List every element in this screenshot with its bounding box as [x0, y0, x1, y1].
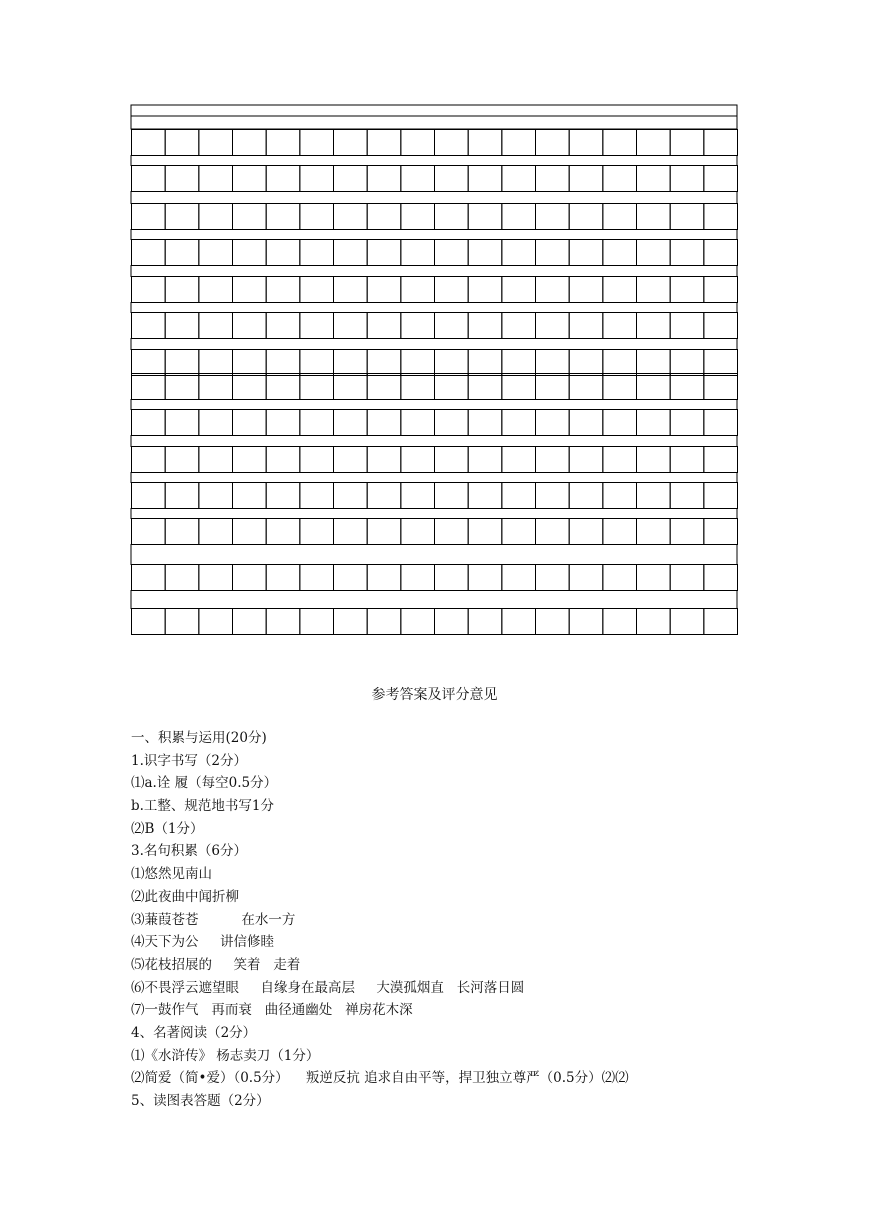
- grid-cell: [704, 447, 738, 473]
- grid-cell: [132, 565, 166, 591]
- grid-cell: [300, 350, 334, 376]
- grid-cell: [266, 350, 300, 376]
- grid-cell: [704, 240, 738, 266]
- grid-cell: [266, 130, 300, 156]
- grid-cell: [367, 519, 401, 545]
- grid-cell: [536, 204, 570, 230]
- grid-cell: [435, 277, 469, 303]
- grid-cell: [165, 166, 199, 192]
- grid-cell: [435, 166, 469, 192]
- grid-cell: [435, 313, 469, 339]
- grid-cell: [670, 374, 704, 400]
- grid-cell: [502, 609, 536, 635]
- answer-line: ⑴《水浒传》 杨志卖刀（1分）: [131, 1047, 320, 1064]
- grid-cell: [670, 166, 704, 192]
- grid-cell: [199, 410, 233, 436]
- grid-cell: [536, 277, 570, 303]
- grid-cell: [536, 374, 570, 400]
- grid-cell: [603, 350, 637, 376]
- grid-cell: [401, 374, 435, 400]
- answer-line: ⑷天下为公 讲信修睦: [131, 934, 274, 951]
- grid-cell: [569, 277, 603, 303]
- grid-cell: [603, 240, 637, 266]
- grid-cell: [199, 609, 233, 635]
- grid-cell: [502, 313, 536, 339]
- grid-cell: [502, 240, 536, 266]
- grid-cell: [266, 374, 300, 400]
- grid-cell: [401, 240, 435, 266]
- grid-cell: [670, 519, 704, 545]
- grid-cell: [435, 609, 469, 635]
- grid-cell: [132, 609, 166, 635]
- grid-cell: [199, 350, 233, 376]
- grid-cell: [367, 374, 401, 400]
- grid-cell: [401, 350, 435, 376]
- grid-cell: [468, 204, 502, 230]
- grid-gap-strip: [131, 400, 737, 410]
- grid-cell: [300, 565, 334, 591]
- grid-cell: [132, 313, 166, 339]
- grid-cell: [569, 410, 603, 436]
- grid-cell: [233, 277, 267, 303]
- grid-cell: [367, 565, 401, 591]
- answer-line: ⑹不畏浮云遮望眼 自缘身在最高层 大漠孤烟直 长河落日圆: [131, 979, 525, 996]
- grid-cell: [468, 350, 502, 376]
- grid-cell: [132, 204, 166, 230]
- grid-cell: [165, 313, 199, 339]
- grid-cell: [569, 350, 603, 376]
- grid-cell: [165, 240, 199, 266]
- grid-cell: [132, 240, 166, 266]
- grid-cell: [468, 609, 502, 635]
- grid-cell: [401, 204, 435, 230]
- grid-cell: [233, 519, 267, 545]
- grid-cell: [334, 519, 368, 545]
- grid-cell: [468, 565, 502, 591]
- grid-cell: [266, 240, 300, 266]
- grid-cell: [165, 204, 199, 230]
- grid-cell: [401, 166, 435, 192]
- grid-cell: [435, 410, 469, 436]
- grid-cell: [637, 609, 671, 635]
- grid-cell: [165, 410, 199, 436]
- grid-cell: [199, 483, 233, 509]
- grid-cell: [132, 374, 166, 400]
- grid-cell: [165, 447, 199, 473]
- answer-line: 一、积累与运用(20分): [131, 730, 267, 746]
- answer-line: ⑴a.诠 履（每空0.5分）: [131, 775, 278, 792]
- grid-cell: [704, 374, 738, 400]
- grid-cell: [300, 410, 334, 436]
- grid-cell: [334, 166, 368, 192]
- grid-cell: [468, 166, 502, 192]
- grid-cell: [502, 204, 536, 230]
- grid-cell: [670, 483, 704, 509]
- grid-cell: [266, 565, 300, 591]
- grid-gap-strip: [131, 591, 737, 609]
- grid-cell: [603, 313, 637, 339]
- grid-cell: [367, 277, 401, 303]
- grid-cell: [536, 350, 570, 376]
- grid-cell: [569, 130, 603, 156]
- grid-cell: [502, 410, 536, 436]
- answer-key-content: [131, 727, 831, 1113]
- grid-cell: [704, 130, 738, 156]
- grid-cell: [300, 447, 334, 473]
- grid-cell: [502, 483, 536, 509]
- grid-cell: [401, 519, 435, 545]
- grid-cell: [233, 609, 267, 635]
- grid-gap-strip: [131, 545, 737, 565]
- grid-cell: [603, 483, 637, 509]
- grid-cell: [704, 350, 738, 376]
- grid-cell: [536, 410, 570, 436]
- grid-cell: [367, 350, 401, 376]
- answer-line: ⑵此夜曲中闻折柳: [131, 888, 239, 905]
- grid-cell: [334, 240, 368, 266]
- grid-cell: [670, 447, 704, 473]
- grid-cell: [266, 483, 300, 509]
- grid-cell: [468, 240, 502, 266]
- grid-cell: [266, 204, 300, 230]
- grid-cell: [367, 447, 401, 473]
- grid-cell: [468, 277, 502, 303]
- grid-cell: [300, 609, 334, 635]
- grid-cell: [569, 483, 603, 509]
- grid-cell: [502, 350, 536, 376]
- grid-cell: [704, 204, 738, 230]
- grid-cell: [670, 204, 704, 230]
- grid-cell: [637, 204, 671, 230]
- grid-top-strip: [131, 105, 737, 116]
- grid-cell: [367, 609, 401, 635]
- grid-cell: [401, 277, 435, 303]
- grid-cell: [569, 313, 603, 339]
- grid-cell: [300, 240, 334, 266]
- grid-cell: [132, 410, 166, 436]
- grid-cell: [670, 410, 704, 436]
- grid-cell: [233, 166, 267, 192]
- grid-cell: [637, 447, 671, 473]
- grid-gap-strip: [131, 339, 737, 350]
- grid-cell: [266, 519, 300, 545]
- grid-cell: [569, 240, 603, 266]
- grid-cell: [165, 609, 199, 635]
- grid-cell: [435, 350, 469, 376]
- grid-gap-strip: [131, 509, 737, 519]
- grid-cell: [401, 447, 435, 473]
- grid-cell: [536, 609, 570, 635]
- grid-gap-strip: [131, 230, 737, 240]
- grid-gap-strip: [131, 156, 737, 166]
- grid-cell: [334, 447, 368, 473]
- grid-cell: [637, 519, 671, 545]
- grid-cell: [300, 130, 334, 156]
- grid-cell: [334, 565, 368, 591]
- grid-cell: [603, 374, 637, 400]
- grid-cell: [199, 565, 233, 591]
- grid-cell: [468, 410, 502, 436]
- grid-cell: [536, 519, 570, 545]
- grid-cell: [603, 277, 637, 303]
- grid-cell: [401, 565, 435, 591]
- grid-cell: [334, 313, 368, 339]
- grid-cell: [334, 374, 368, 400]
- grid-cell: [165, 130, 199, 156]
- grid-cell: [266, 277, 300, 303]
- answer-line: 4、名著阅读（2分）: [131, 1024, 257, 1041]
- grid-cell: [435, 374, 469, 400]
- grid-gap-strip: [131, 192, 737, 204]
- grid-cell: [569, 519, 603, 545]
- grid-cell: [401, 609, 435, 635]
- answer-line: 3.名句积累（6分）: [131, 843, 247, 860]
- grid-cell: [468, 130, 502, 156]
- grid-cell: [334, 609, 368, 635]
- grid-cell: [502, 374, 536, 400]
- grid-cell: [199, 374, 233, 400]
- grid-cell: [569, 204, 603, 230]
- grid-cell: [670, 609, 704, 635]
- grid-cell: [435, 565, 469, 591]
- grid-cell: [300, 166, 334, 192]
- grid-cell: [401, 130, 435, 156]
- grid-cell: [569, 565, 603, 591]
- grid-cell: [334, 350, 368, 376]
- grid-cell: [199, 519, 233, 545]
- grid-cell: [603, 609, 637, 635]
- grid-cell: [637, 277, 671, 303]
- grid-cell: [233, 130, 267, 156]
- answer-line: ⑺一鼓作气 再而衰 曲径通幽处 禅房花木深: [131, 1002, 413, 1019]
- grid-cell: [536, 565, 570, 591]
- grid-cell: [435, 130, 469, 156]
- grid-cell: [704, 565, 738, 591]
- grid-cell: [300, 519, 334, 545]
- grid-cell: [502, 565, 536, 591]
- grid-cell: [637, 166, 671, 192]
- grid-cell: [704, 277, 738, 303]
- grid-cell: [637, 483, 671, 509]
- grid-cell: [704, 166, 738, 192]
- grid-cell: [637, 240, 671, 266]
- grid-cell: [670, 350, 704, 376]
- grid-cell: [704, 313, 738, 339]
- grid-cell: [704, 519, 738, 545]
- grid-cell: [536, 130, 570, 156]
- grid-cell: [603, 565, 637, 591]
- grid-cell: [300, 204, 334, 230]
- grid-cell: [233, 565, 267, 591]
- grid-cell: [670, 277, 704, 303]
- grid-cell: [468, 313, 502, 339]
- grid-cell: [266, 447, 300, 473]
- grid-cell: [569, 374, 603, 400]
- grid-cell: [502, 277, 536, 303]
- grid-cell: [401, 410, 435, 436]
- answer-line: ⑵B（1分）: [131, 820, 204, 837]
- grid-cell: [603, 410, 637, 436]
- grid-cell: [367, 313, 401, 339]
- grid-cell: [603, 447, 637, 473]
- grid-cell: [233, 410, 267, 436]
- grid-cell: [165, 565, 199, 591]
- grid-cell: [367, 204, 401, 230]
- grid-cell: [637, 565, 671, 591]
- grid-cell: [637, 410, 671, 436]
- answer-line: ⑵简爱（简•爱）（0.5分） 叛逆反抗 追求自由平等，捍卫独立尊严（0.5分）⑵⑵: [131, 1070, 629, 1087]
- grid-cell: [199, 277, 233, 303]
- grid-cell: [199, 130, 233, 156]
- grid-cell: [132, 447, 166, 473]
- grid-cell: [536, 313, 570, 339]
- grid-cell: [435, 204, 469, 230]
- grid-cell: [334, 277, 368, 303]
- grid-cell: [300, 483, 334, 509]
- grid-cell: [468, 483, 502, 509]
- grid-cell: [132, 519, 166, 545]
- grid-cell: [199, 313, 233, 339]
- grid-cell: [199, 240, 233, 266]
- grid-cell: [468, 447, 502, 473]
- grid-cell: [637, 350, 671, 376]
- grid-cell: [704, 609, 738, 635]
- grid-cell: [435, 483, 469, 509]
- grid-cell: [536, 447, 570, 473]
- answer-line: ⑸花枝招展的 笑着 走着: [131, 956, 301, 973]
- grid-cell: [502, 519, 536, 545]
- grid-cell: [233, 313, 267, 339]
- grid-cell: [266, 410, 300, 436]
- grid-cell: [536, 240, 570, 266]
- grid-cell: [334, 204, 368, 230]
- grid-cell: [603, 204, 637, 230]
- grid-cell: [401, 483, 435, 509]
- grid-top-strip: [131, 116, 737, 129]
- grid-cell: [401, 313, 435, 339]
- answer-line: 5、读图表答题（2分）: [131, 1093, 270, 1109]
- grid-cell: [670, 240, 704, 266]
- grid-cell: [233, 483, 267, 509]
- grid-cell: [132, 350, 166, 376]
- grid-cell: [165, 374, 199, 400]
- answer-line: ⑴悠然见南山: [131, 866, 212, 883]
- grid-cell: [704, 483, 738, 509]
- grid-cell: [637, 313, 671, 339]
- grid-cell: [266, 609, 300, 635]
- grid-cell: [165, 483, 199, 509]
- grid-cell: [266, 313, 300, 339]
- grid-cell: [569, 166, 603, 192]
- grid-cell: [502, 447, 536, 473]
- grid-cell: [165, 350, 199, 376]
- grid-cell: [233, 447, 267, 473]
- grid-cell: [165, 519, 199, 545]
- grid-cell: [199, 447, 233, 473]
- grid-gap-strip: [131, 266, 737, 277]
- grid-cell: [233, 240, 267, 266]
- grid-gap-strip: [131, 436, 737, 447]
- grid-cell: [536, 166, 570, 192]
- grid-cells: [132, 130, 738, 635]
- answer-line: b.工整、规范地书写1分: [131, 798, 275, 815]
- answer-line: ⑶蒹葭苍苍 在水一方: [131, 911, 296, 928]
- grid-cell: [435, 447, 469, 473]
- grid-cell: [367, 130, 401, 156]
- grid-cell: [569, 609, 603, 635]
- grid-cell: [165, 277, 199, 303]
- grid-cell: [367, 240, 401, 266]
- grid-cell: [233, 204, 267, 230]
- grid-cell: [536, 483, 570, 509]
- grid-cell: [468, 519, 502, 545]
- grid-cell: [435, 519, 469, 545]
- grid-gap-strip: [131, 473, 737, 483]
- grid-cell: [300, 313, 334, 339]
- grid-cell: [300, 374, 334, 400]
- grid-cell: [637, 374, 671, 400]
- grid-cell: [233, 350, 267, 376]
- grid-cell: [367, 166, 401, 192]
- grid-cell: [367, 483, 401, 509]
- grid-cell: [132, 277, 166, 303]
- grid-cell: [603, 166, 637, 192]
- grid-cell: [502, 166, 536, 192]
- grid-cell: [233, 374, 267, 400]
- grid-cell: [502, 130, 536, 156]
- answer-key-title: 参考答案及评分意见: [371, 687, 498, 703]
- grid-cell: [266, 166, 300, 192]
- grid-cell: [132, 483, 166, 509]
- grid-cell: [670, 313, 704, 339]
- grid-cell: [603, 519, 637, 545]
- grid-cell: [670, 565, 704, 591]
- grid-cell: [199, 166, 233, 192]
- grid-cell: [334, 410, 368, 436]
- grid-cell: [367, 410, 401, 436]
- answer-line: 1.识字书写（2分）: [131, 752, 247, 769]
- grid-cell: [704, 410, 738, 436]
- grid-cell: [637, 130, 671, 156]
- grid-cell: [435, 240, 469, 266]
- grid-cell: [670, 130, 704, 156]
- grid-cell: [300, 277, 334, 303]
- grid-cell: [132, 166, 166, 192]
- grid-cell: [468, 374, 502, 400]
- grid-cell: [132, 130, 166, 156]
- grid-cell: [199, 204, 233, 230]
- grid-cell: [603, 130, 637, 156]
- grid-cell: [569, 447, 603, 473]
- grid-cell: [334, 130, 368, 156]
- grid-cell: [334, 483, 368, 509]
- grid-outline: [131, 105, 737, 609]
- grid-gap-strip: [131, 303, 737, 313]
